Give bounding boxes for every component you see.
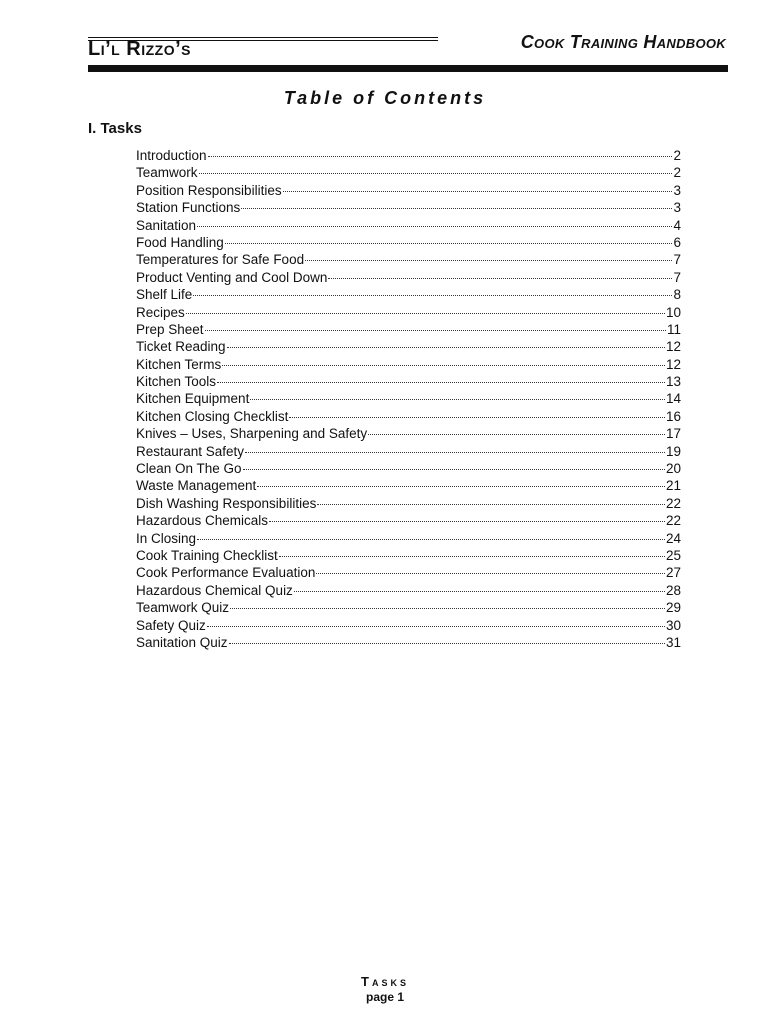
toc-entry-title: Sanitation — [136, 217, 197, 233]
toc-leader-dots — [269, 521, 665, 522]
toc-leader-dots — [317, 504, 665, 505]
toc-entry[interactable] — [136, 425, 681, 442]
toc-leader-dots — [197, 539, 665, 540]
toc-leader-dots — [305, 260, 672, 261]
toc-entry-title: Introduction — [136, 148, 207, 163]
toc-leader-dots — [294, 591, 665, 592]
toc-entry-page: 2 — [673, 165, 681, 181]
toc-entry-page: 2 — [673, 148, 681, 163]
toc-entry-title: Kitchen Terms — [136, 356, 222, 372]
toc-leader-dots — [227, 347, 665, 348]
toc-entry-page: 13 — [665, 374, 681, 390]
toc-leader-dots — [283, 191, 673, 192]
toc-entry[interactable] — [136, 443, 681, 460]
toc-entry-page: 7 — [673, 269, 681, 285]
toc-leader-dots — [328, 278, 672, 279]
toc-entry[interactable] — [136, 286, 681, 303]
toc-entry-title: Kitchen Closing Checklist — [136, 408, 289, 424]
toc-entry[interactable] — [136, 304, 681, 321]
toc-entry-page: 27 — [665, 565, 681, 581]
toc-list — [136, 147, 681, 651]
toc-entry[interactable] — [136, 321, 681, 338]
toc-entry[interactable] — [136, 147, 681, 164]
toc-entry[interactable] — [136, 634, 681, 651]
toc-entry-title: Ticket Reading — [136, 339, 226, 355]
toc-leader-dots — [193, 295, 672, 296]
toc-entry-page: 7 — [673, 252, 681, 268]
toc-entry-title: Position Responsibilities — [136, 182, 282, 198]
toc-entry-page: 14 — [665, 391, 681, 407]
toc-leader-dots — [207, 626, 665, 627]
toc-entry[interactable] — [136, 182, 681, 199]
brand-name: Li’l Rizzo’s — [88, 38, 191, 60]
toc-entry[interactable] — [136, 599, 681, 616]
toc-leader-dots — [208, 156, 673, 157]
toc-entry[interactable] — [136, 582, 681, 599]
toc-leader-dots — [230, 608, 665, 609]
toc-entry-title: Station Functions — [136, 200, 241, 216]
toc-entry-title: Sanitation Quiz — [136, 634, 228, 650]
toc-leader-dots — [245, 452, 665, 453]
toc-entry-title: Knives – Uses, Sharpening and Safety — [136, 426, 368, 442]
toc-entry-title: Waste Management — [136, 478, 257, 494]
toc-entry-page: 10 — [665, 304, 681, 320]
toc-entry-title: Hazardous Chemical Quiz — [136, 582, 293, 598]
handbook-title: Cook Training Handbook — [520, 32, 726, 52]
toc-entry[interactable] — [136, 530, 681, 547]
toc-leader-dots — [243, 469, 665, 470]
toc-entry-page: 25 — [665, 547, 681, 563]
toc-entry-title: Kitchen Tools — [136, 374, 217, 390]
toc-entry-title: Temperatures for Safe Food — [136, 252, 305, 268]
toc-entry-page: 30 — [665, 617, 681, 633]
toc-entry-title: Dish Washing Responsibilities — [136, 495, 317, 511]
toc-entry[interactable] — [136, 199, 681, 216]
footer-page-number: page 1 — [365, 990, 404, 1004]
toc-entry-title: Teamwork Quiz — [136, 600, 230, 616]
toc-entry[interactable] — [136, 234, 681, 251]
toc-entry[interactable] — [136, 460, 681, 477]
toc-entry-page: 29 — [665, 600, 681, 616]
toc-entry[interactable] — [136, 373, 681, 390]
toc-entry-page: 16 — [665, 408, 681, 424]
toc-entry[interactable] — [136, 251, 681, 268]
toc-entry-page: 12 — [665, 339, 681, 355]
toc-entry-page: 28 — [665, 582, 681, 598]
toc-entry-title: Teamwork — [136, 165, 198, 181]
toc-entry-title: Kitchen Equipment — [136, 391, 250, 407]
toc-leader-dots — [250, 399, 665, 400]
toc-entry-page: 11 — [666, 321, 681, 337]
toc-leader-dots — [186, 313, 665, 314]
toc-entry-title: Prep Sheet — [136, 321, 204, 337]
toc-leader-dots — [205, 330, 666, 331]
toc-entry[interactable] — [136, 617, 681, 634]
toc-entry-title: Clean On The Go — [136, 461, 242, 477]
toc-entry-page: 17 — [665, 426, 681, 442]
footer-section: Tasks — [361, 974, 409, 989]
toc-entry[interactable] — [136, 547, 681, 564]
toc-entry-page: 8 — [673, 287, 681, 303]
toc-entry[interactable] — [136, 495, 681, 512]
toc-entry-page: 21 — [665, 478, 681, 494]
toc-entry-title: Cook Training Checklist — [136, 547, 278, 563]
header-thick-rule — [88, 65, 728, 72]
toc-heading: Table of Contents — [283, 88, 487, 108]
toc-entry[interactable] — [136, 390, 681, 407]
toc-leader-dots — [368, 434, 665, 435]
toc-entry-title: In Closing — [136, 530, 197, 546]
toc-leader-dots — [241, 208, 672, 209]
toc-entry-page: 3 — [673, 200, 681, 216]
toc-entry[interactable] — [136, 269, 681, 286]
toc-entry-page: 6 — [673, 234, 681, 250]
toc-leader-dots — [225, 243, 673, 244]
toc-entry-title: Product Venting and Cool Down — [136, 269, 328, 285]
toc-leader-dots — [289, 417, 665, 418]
toc-entry-title: Safety Quiz — [136, 617, 206, 633]
toc-entry[interactable] — [136, 408, 681, 425]
toc-entry-page: 24 — [665, 530, 681, 546]
toc-entry[interactable] — [136, 477, 681, 494]
page-header — [88, 30, 728, 74]
toc-entry[interactable] — [136, 356, 681, 373]
toc-entry-title: Food Handling — [136, 234, 224, 250]
toc-entry-title: Hazardous Chemicals — [136, 513, 269, 529]
toc-entry[interactable] — [136, 217, 681, 234]
toc-entry[interactable] — [136, 164, 681, 181]
toc-leader-dots — [197, 226, 672, 227]
toc-entry-page: 22 — [665, 495, 681, 511]
toc-entry[interactable] — [136, 564, 681, 581]
toc-entry-page: 20 — [665, 461, 681, 477]
toc-leader-dots — [316, 573, 665, 574]
toc-entry-page: 12 — [665, 356, 681, 372]
toc-leader-dots — [279, 556, 665, 557]
toc-entry-title: Shelf Life — [136, 287, 193, 303]
toc-leader-dots — [229, 643, 665, 644]
toc-entry[interactable] — [136, 512, 681, 529]
toc-leader-dots — [257, 486, 665, 487]
toc-entry[interactable] — [136, 338, 681, 355]
toc-entry-page: 19 — [665, 443, 681, 459]
toc-entry-page: 4 — [673, 217, 681, 233]
page-footer — [0, 974, 770, 1004]
toc-entry-title: Recipes — [136, 304, 185, 320]
toc-leader-dots — [199, 173, 673, 174]
toc-entry-page: 22 — [665, 513, 681, 529]
toc-entry-title: Restaurant Safety — [136, 443, 245, 459]
toc-leader-dots — [222, 365, 665, 366]
toc-leader-dots — [217, 382, 665, 383]
toc-entry-page: 3 — [673, 182, 681, 198]
toc-entry-title: Cook Performance Evaluation — [136, 565, 316, 581]
toc-entry-page: 31 — [665, 634, 681, 650]
section-label: I. Tasks — [88, 120, 142, 137]
